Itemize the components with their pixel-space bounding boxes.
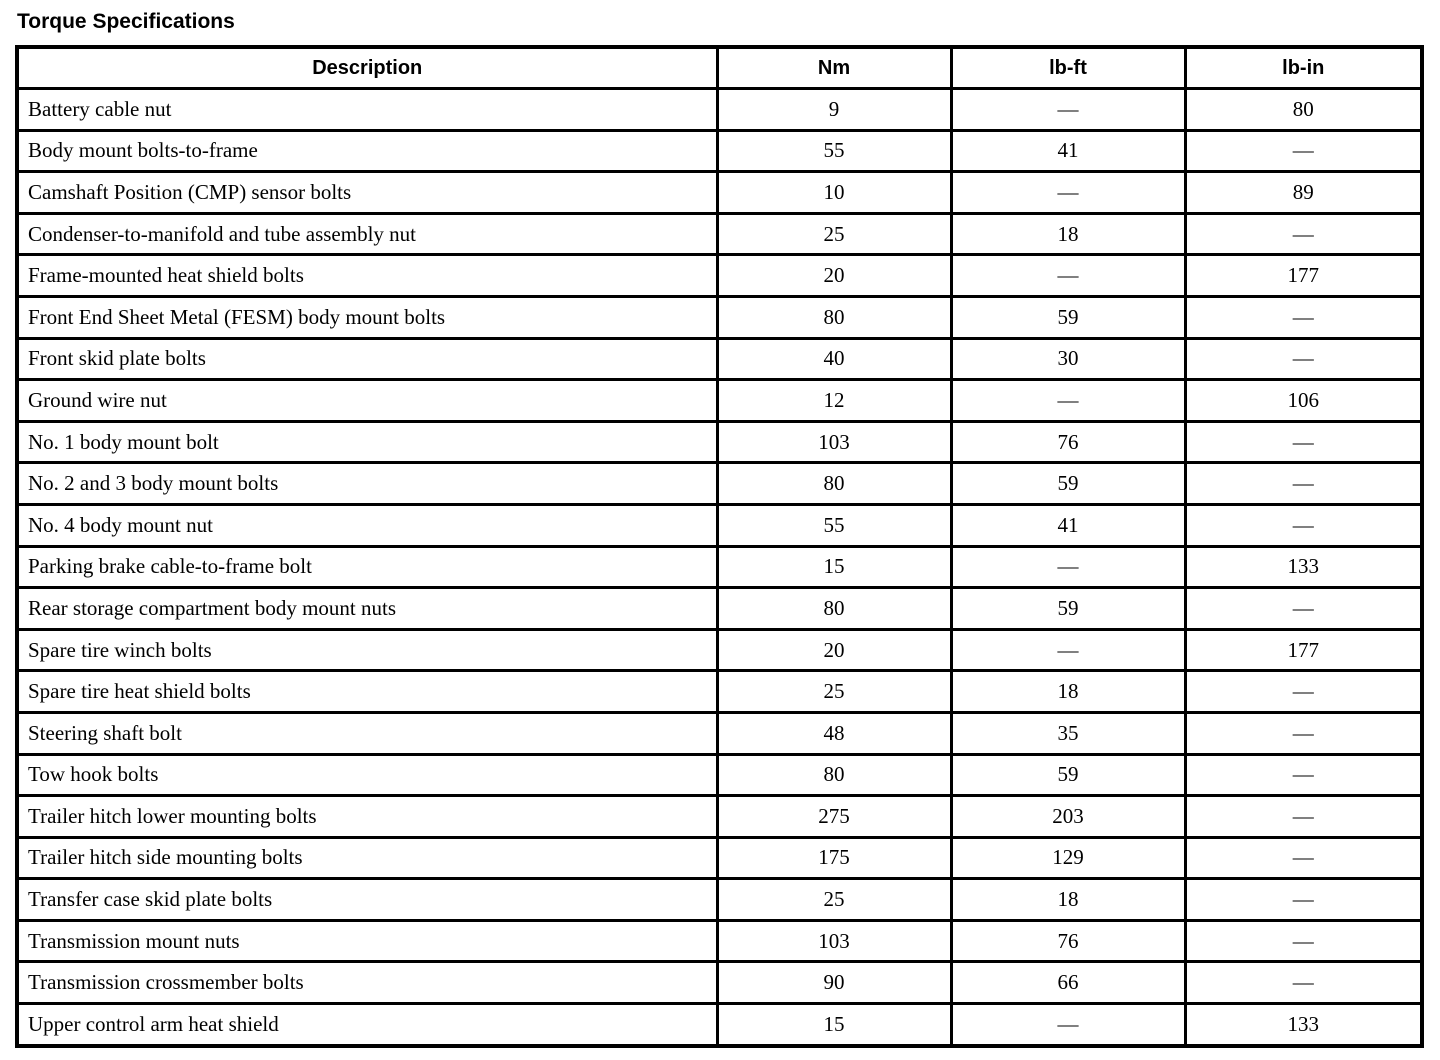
column-header-lb-ft: lb-ft (951, 47, 1185, 89)
cell-lb-ft: 76 (951, 920, 1185, 962)
cell-description: Camshaft Position (CMP) sensor bolts (17, 172, 717, 214)
cell-nm: 9 (717, 89, 951, 131)
cell-nm: 12 (717, 380, 951, 422)
table-row (17, 588, 1422, 630)
cell-description: Steering shaft bolt (17, 712, 717, 754)
cell-description: Ground wire nut (17, 380, 717, 422)
cell-lb-in: 89 (1185, 172, 1422, 214)
column-header-lb-in: lb-in (1185, 47, 1422, 89)
cell-description: Upper control arm heat shield (17, 1004, 717, 1046)
cell-lb-in: 133 (1185, 1004, 1422, 1046)
table-row (17, 89, 1422, 131)
cell-lb-in: — (1185, 879, 1422, 921)
cell-nm: 20 (717, 629, 951, 671)
cell-description: Front End Sheet Metal (FESM) body mount bolts (17, 296, 717, 338)
cell-lb-ft: 66 (951, 962, 1185, 1004)
cell-description: Rear storage compartment body mount nuts (17, 588, 717, 630)
cell-lb-in: — (1185, 754, 1422, 796)
cell-description: Tow hook bolts (17, 754, 717, 796)
cell-description: Body mount bolts-to-frame (17, 130, 717, 172)
cell-nm: 103 (717, 421, 951, 463)
cell-lb-in: 133 (1185, 546, 1422, 588)
cell-lb-in: 177 (1185, 255, 1422, 297)
cell-description: Trailer hitch lower mounting bolts (17, 796, 717, 838)
table-row (17, 380, 1422, 422)
cell-description: Transmission crossmember bolts (17, 962, 717, 1004)
cell-description: Transmission mount nuts (17, 920, 717, 962)
cell-lb-ft: 41 (951, 130, 1185, 172)
cell-nm: 80 (717, 754, 951, 796)
table-row (17, 130, 1422, 172)
table-row (17, 296, 1422, 338)
table-row (17, 629, 1422, 671)
cell-nm: 48 (717, 712, 951, 754)
cell-nm: 175 (717, 837, 951, 879)
column-header-nm: Nm (717, 47, 951, 89)
cell-nm: 15 (717, 546, 951, 588)
cell-description: No. 4 body mount nut (17, 504, 717, 546)
cell-lb-ft: 35 (951, 712, 1185, 754)
cell-lb-in: — (1185, 213, 1422, 255)
cell-nm: 40 (717, 338, 951, 380)
cell-description: Frame-mounted heat shield bolts (17, 255, 717, 297)
table-body (17, 89, 1422, 1046)
cell-nm: 80 (717, 463, 951, 505)
cell-lb-in: — (1185, 962, 1422, 1004)
cell-description: Front skid plate bolts (17, 338, 717, 380)
cell-lb-ft: 18 (951, 879, 1185, 921)
cell-lb-ft: 18 (951, 671, 1185, 713)
table-row (17, 338, 1422, 380)
cell-lb-in: 177 (1185, 629, 1422, 671)
cell-lb-ft: 30 (951, 338, 1185, 380)
table-row (17, 172, 1422, 214)
cell-lb-ft: 59 (951, 463, 1185, 505)
cell-nm: 25 (717, 671, 951, 713)
cell-nm: 80 (717, 588, 951, 630)
cell-lb-in: — (1185, 920, 1422, 962)
cell-lb-ft: 129 (951, 837, 1185, 879)
cell-description: No. 1 body mount bolt (17, 421, 717, 463)
table-header-row (17, 47, 1422, 89)
cell-lb-ft: 203 (951, 796, 1185, 838)
cell-description: Battery cable nut (17, 89, 717, 131)
cell-nm: 25 (717, 879, 951, 921)
cell-lb-ft: 59 (951, 588, 1185, 630)
cell-nm: 90 (717, 962, 951, 1004)
table-row (17, 255, 1422, 297)
table-row (17, 754, 1422, 796)
cell-nm: 55 (717, 130, 951, 172)
table-row (17, 421, 1422, 463)
cell-nm: 20 (717, 255, 951, 297)
cell-lb-ft: 18 (951, 213, 1185, 255)
cell-description: Spare tire winch bolts (17, 629, 717, 671)
cell-nm: 25 (717, 213, 951, 255)
cell-nm: 80 (717, 296, 951, 338)
cell-nm: 55 (717, 504, 951, 546)
cell-lb-in: — (1185, 712, 1422, 754)
cell-lb-in: 80 (1185, 89, 1422, 131)
cell-nm: 15 (717, 1004, 951, 1046)
cell-description: Parking brake cable-to-frame bolt (17, 546, 717, 588)
table-row (17, 962, 1422, 1004)
cell-nm: 103 (717, 920, 951, 962)
cell-lb-in: — (1185, 338, 1422, 380)
cell-description: Condenser-to-manifold and tube assembly nut (17, 213, 717, 255)
cell-lb-ft: — (951, 89, 1185, 131)
table-row (17, 1004, 1422, 1046)
cell-nm: 10 (717, 172, 951, 214)
cell-description: Transfer case skid plate bolts (17, 879, 717, 921)
cell-lb-in: — (1185, 588, 1422, 630)
cell-lb-in: — (1185, 130, 1422, 172)
cell-lb-ft: — (951, 255, 1185, 297)
table-row (17, 796, 1422, 838)
table-row (17, 837, 1422, 879)
cell-lb-in: — (1185, 796, 1422, 838)
table-row (17, 546, 1422, 588)
cell-lb-ft: — (951, 1004, 1185, 1046)
cell-lb-in: — (1185, 837, 1422, 879)
table-row (17, 213, 1422, 255)
table-row (17, 504, 1422, 546)
cell-lb-in: — (1185, 504, 1422, 546)
cell-lb-in: — (1185, 421, 1422, 463)
cell-lb-ft: 59 (951, 754, 1185, 796)
cell-lb-ft: 76 (951, 421, 1185, 463)
cell-lb-ft: — (951, 380, 1185, 422)
table-row (17, 712, 1422, 754)
cell-lb-in: — (1185, 671, 1422, 713)
cell-lb-ft: — (951, 629, 1185, 671)
cell-description: Trailer hitch side mounting bolts (17, 837, 717, 879)
page-title: Torque Specifications (17, 10, 235, 33)
cell-description: Spare tire heat shield bolts (17, 671, 717, 713)
cell-lb-in: 106 (1185, 380, 1422, 422)
cell-lb-ft: — (951, 172, 1185, 214)
table-row (17, 920, 1422, 962)
table-row (17, 879, 1422, 921)
cell-nm: 275 (717, 796, 951, 838)
cell-lb-ft: 41 (951, 504, 1185, 546)
cell-lb-ft: — (951, 546, 1185, 588)
cell-description: No. 2 and 3 body mount bolts (17, 463, 717, 505)
table-row (17, 671, 1422, 713)
table-row (17, 463, 1422, 505)
cell-lb-in: — (1185, 296, 1422, 338)
torque-spec-table (15, 45, 1424, 1048)
cell-lb-ft: 59 (951, 296, 1185, 338)
column-header-description: Description (17, 47, 717, 89)
cell-lb-in: — (1185, 463, 1422, 505)
